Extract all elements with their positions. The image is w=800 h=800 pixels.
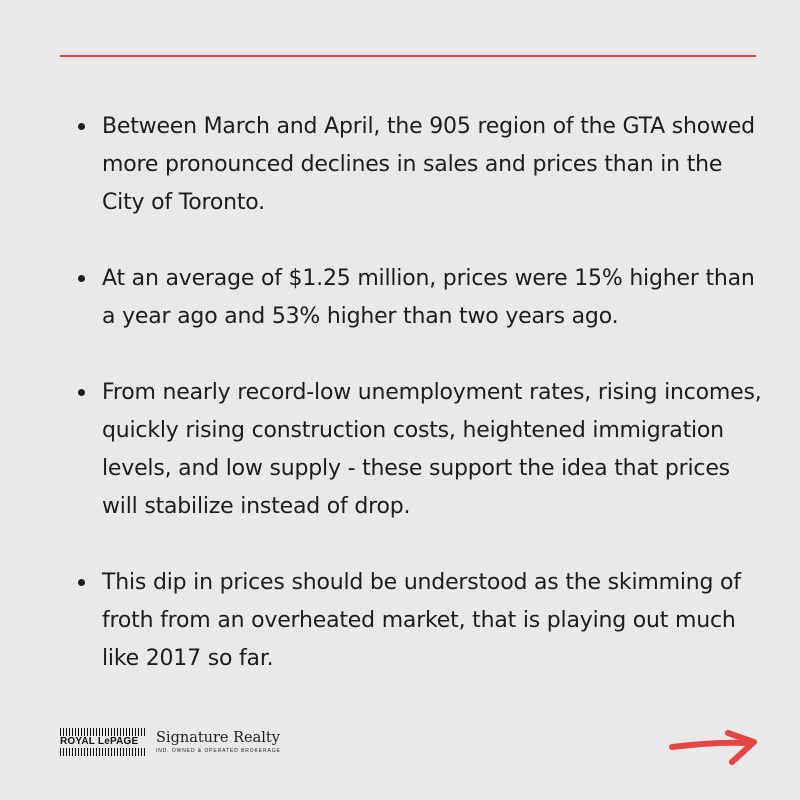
top-divider [60,55,756,57]
bullet-item [76,260,766,336]
bullet-list [76,108,766,678]
brokerage-name: Signature Realty [156,730,280,746]
logo-wordmark: ROYAL LePAGE [60,736,139,747]
bullet-dot-icon [78,123,85,130]
bullet-item [76,374,766,526]
bullet-text: This dip in prices should be understood as the skimming of froth from an overheated market, that is playing out much like 2017 so far. [102,570,741,671]
footer-branding [60,728,281,756]
arrow-right-icon[interactable] [668,730,760,772]
brokerage-block [156,729,281,755]
bullet-text: At an average of $1.25 million, prices were 15% higher than a year ago and 53% higher than two years ago. [102,266,755,329]
bullet-dot-icon [78,389,85,396]
logo-stripes [60,728,146,736]
royal-lepage-logo [60,728,146,756]
bullet-item [76,564,766,678]
bullet-text: From nearly record-low unemployment rates, rising incomes, quickly rising construction costs, heightened immigration levels, and low supply - these support the idea that prices will stabilize instead of drop. [102,380,762,519]
bullet-item [76,108,766,222]
brokerage-subtitle: IND. OWNED & OPERATED BROKERAGE [156,748,281,754]
bullet-text: Between March and April, the 905 region of the GTA showed more pronounced declines in sales and prices than in the City of Toronto. [102,114,755,215]
bullet-dot-icon [78,579,85,586]
logo-stripes [60,748,146,756]
bullet-dot-icon [78,275,85,282]
